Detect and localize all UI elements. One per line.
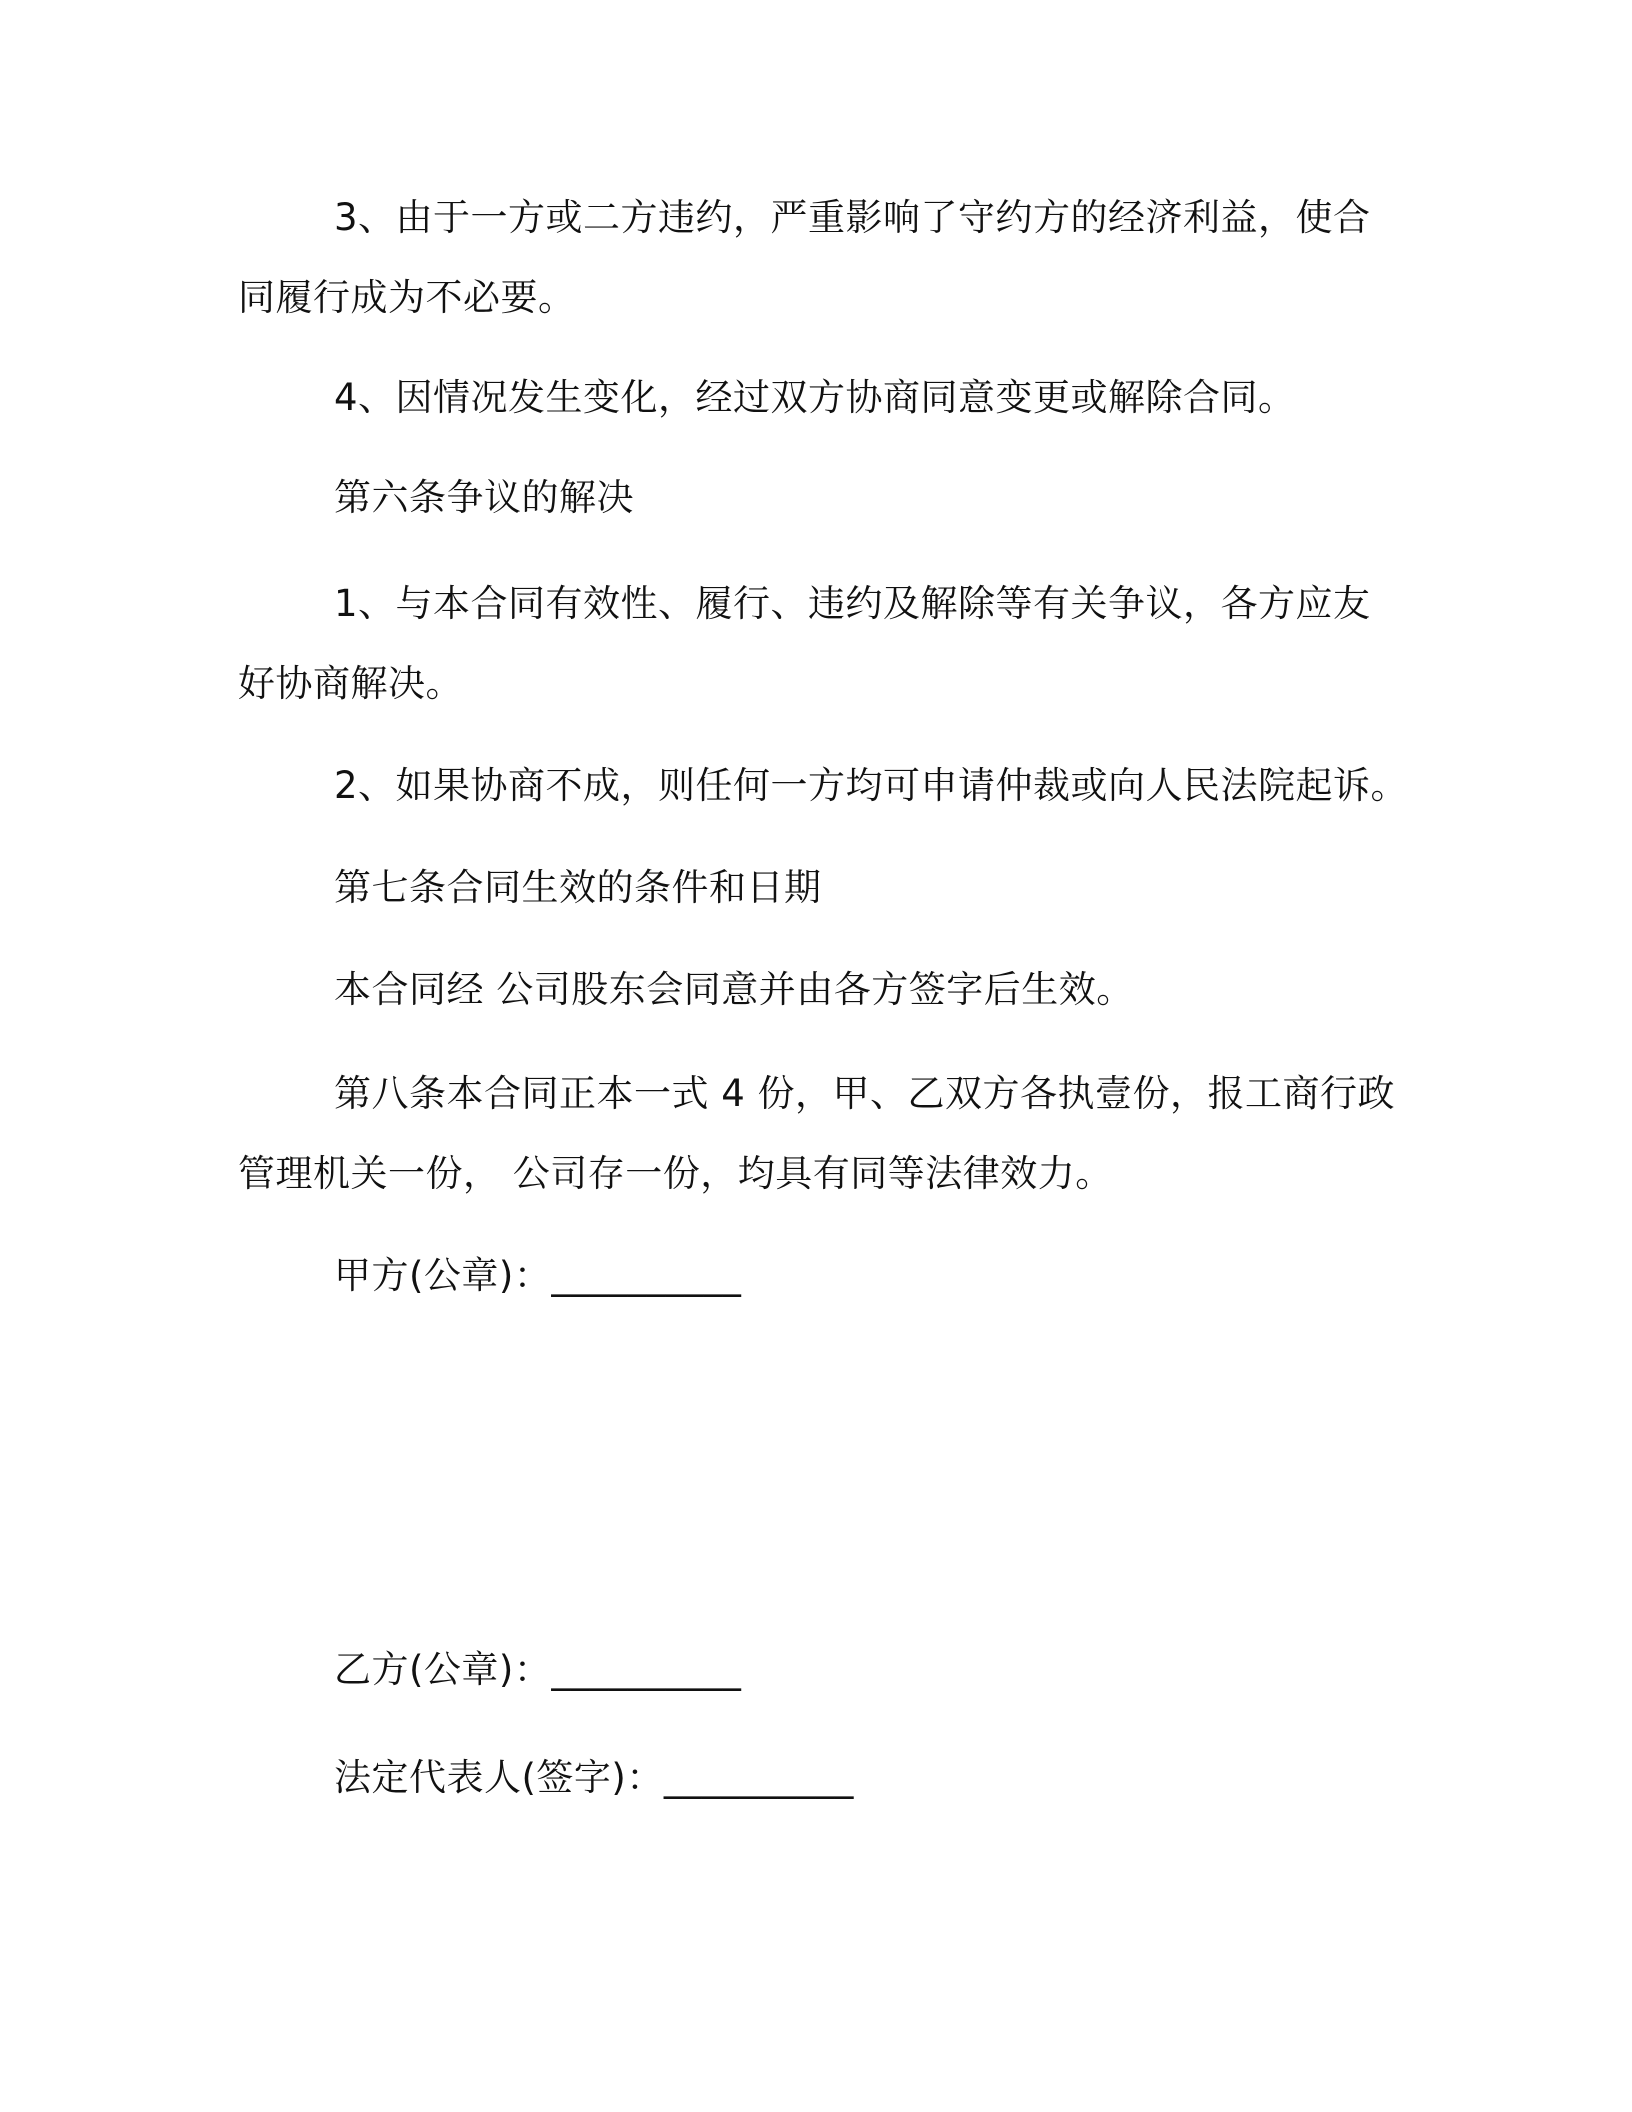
- article-8-line-2: 管理机关一份， 公司存一份，均具有同等法律效力。: [238, 1152, 1113, 1195]
- clause-5-item-3: [238, 178, 1388, 338]
- clause-6-item-2: 2、如果协商不成，则任何一方均可申请仲裁或向人民法院起诉。: [334, 764, 1409, 807]
- clause-5-item-4: 4、因情况发生变化，经过双方协商同意变更或解除合同。: [334, 376, 1296, 419]
- party-b-seal-line: 乙方(公章)：__________: [334, 1648, 742, 1691]
- article-8-body: [238, 1054, 1396, 1214]
- article-8-line-1: 第八条本合同正本一式 4 份，甲、乙双方各执壹份，报工商行政: [334, 1072, 1396, 1115]
- clause-6-item-1-line-1: 1、与本合同有效性、履行、违约及解除等有关争议，各方应友: [334, 582, 1371, 625]
- clause-6-item-1: [238, 564, 1388, 724]
- article-6-heading: 第六条争议的解决: [334, 476, 634, 519]
- article-7-body: 本合同经 公司股东会同意并由各方签字后生效。: [334, 968, 1134, 1011]
- clause-5-item-3-line-2: 同履行成为不必要。: [238, 276, 576, 319]
- clause-6-item-1-line-2: 好协商解决。: [238, 662, 463, 705]
- clause-5-item-3-line-1: 3、由于一方或二方违约，严重影响了守约方的经济利益，使合: [334, 196, 1371, 239]
- party-a-seal-line: 甲方(公章)：__________: [334, 1254, 742, 1297]
- legal-representative-signature-line: 法定代表人(签字)：__________: [334, 1756, 854, 1799]
- article-7-heading: 第七条合同生效的条件和日期: [334, 866, 822, 909]
